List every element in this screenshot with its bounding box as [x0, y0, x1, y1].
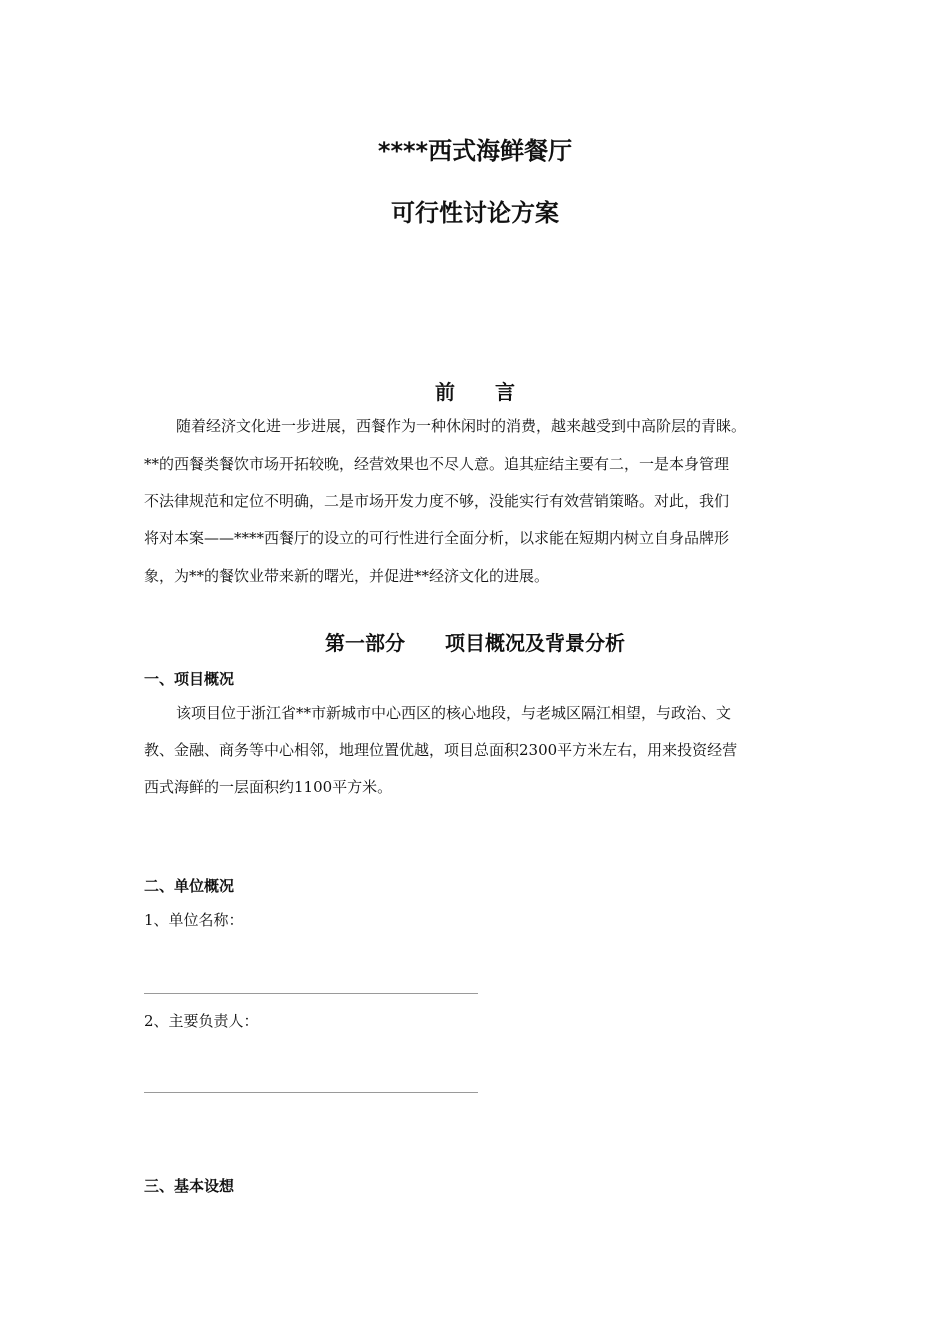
unit-name-label: 1、单位名称： — [144, 911, 244, 929]
section1-line: 西式海鲜的一层面积约1100平方米。 — [144, 778, 393, 796]
section1-line: 该项目位于浙江省**市新城市中心西区的核心地段，与老城区隔江相望，与政治、文 — [176, 704, 732, 722]
preface-line: 象，为**的餐饮业带来新的曙光，并促进**经济文化的进展。 — [144, 567, 550, 585]
part1-heading: 第一部分 项目概况及背景分析 — [325, 631, 625, 655]
preface-line: 不法律规范和定位不明确，二是市场开发力度不够，没能实行有效营销策略。对此，我们 — [144, 492, 730, 510]
section1-line: 教、金融、商务等中心相邻，地理位置优越，项目总面积2300平方米左右，用来投资经营 — [144, 741, 738, 759]
principal-blank-line — [144, 1092, 478, 1093]
section3-heading: 三、基本设想 — [144, 1177, 235, 1195]
preface-line: **的西餐类餐饮市场开拓较晚，经营效果也不尽人意。追其症结主要有二，一是本身管理 — [144, 455, 730, 473]
preface-line: 将对本案——****西餐厅的设立的可行性进行全面分析，以求能在短期内树立自身品牌形 — [144, 529, 730, 547]
preface-line: 随着经济文化进一步进展，西餐作为一种休闲时的消费，越来越受到中高阶层的青睐。 — [176, 417, 747, 435]
principal-label: 2、主要负责人： — [144, 1012, 259, 1030]
section1-heading: 一、项目概况 — [144, 670, 235, 688]
unit-name-blank-line — [144, 993, 478, 994]
section2-heading: 二、单位概况 — [144, 877, 235, 895]
doc-title-line2: 可行性讨论方案 — [391, 199, 559, 227]
doc-title-line1: ****西式海鲜餐厅 — [377, 137, 573, 165]
preface-heading: 前 言 — [435, 380, 515, 404]
